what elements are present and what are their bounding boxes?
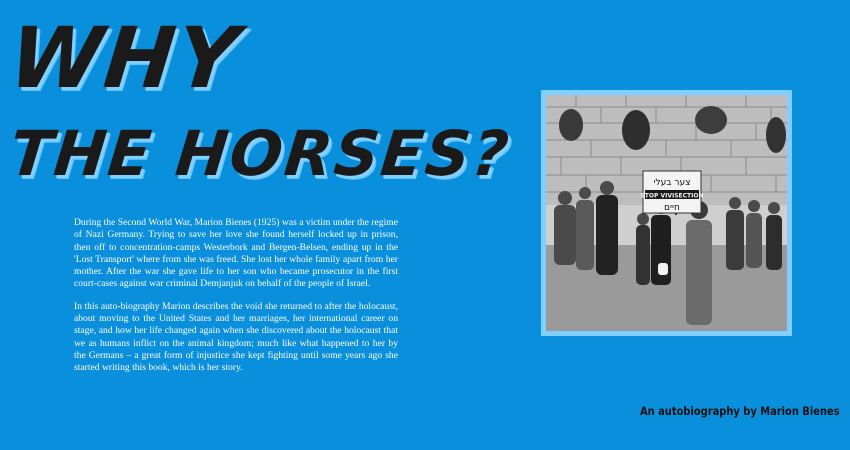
description-paragraph-2: In this auto-biography Marion describes the void she returned to after the holocaust, about moving to the United States and her marriages, her international career on stage, and how her life changed again when she discovered about the holocaust that we as humans inflict on the animal kingdom; much like what happened to her by the Germans – a great form of injustice she kept fighting until some years ago she started writing this book, which is her story. bbox=[74, 300, 398, 374]
byline: An autobiography by Marion Bienes bbox=[640, 404, 840, 418]
sign-hebrew-line-2: חיים bbox=[664, 203, 680, 213]
title-why: WHY bbox=[4, 9, 245, 107]
sign-hebrew-line-1: צער בעלי bbox=[653, 178, 691, 188]
book-description bbox=[74, 217, 398, 385]
protest-photo-illustration bbox=[546, 95, 787, 331]
sign-english-line: STOP VIVISECTION bbox=[640, 192, 704, 200]
description-paragraph-1: During the Second World War, Marion Bienes (1925) was a victim under the regime of Nazi Germany. Trying to save her love she found herself locked up in prison, then off to concentration-camps Westerbork and Bergen-Belsen, ending up in the 'Lost Transport' where from she was freed. She lost her whole family apart from her mother. After the war she gave life to her son who became prosecutor in the first court-cases against war criminal Demjanjuk on behalf of the people of Israel. bbox=[74, 217, 398, 290]
title-the-horses: THE HORSES? bbox=[6, 117, 514, 190]
photo-frame bbox=[541, 90, 792, 336]
protest-photo bbox=[546, 95, 787, 331]
